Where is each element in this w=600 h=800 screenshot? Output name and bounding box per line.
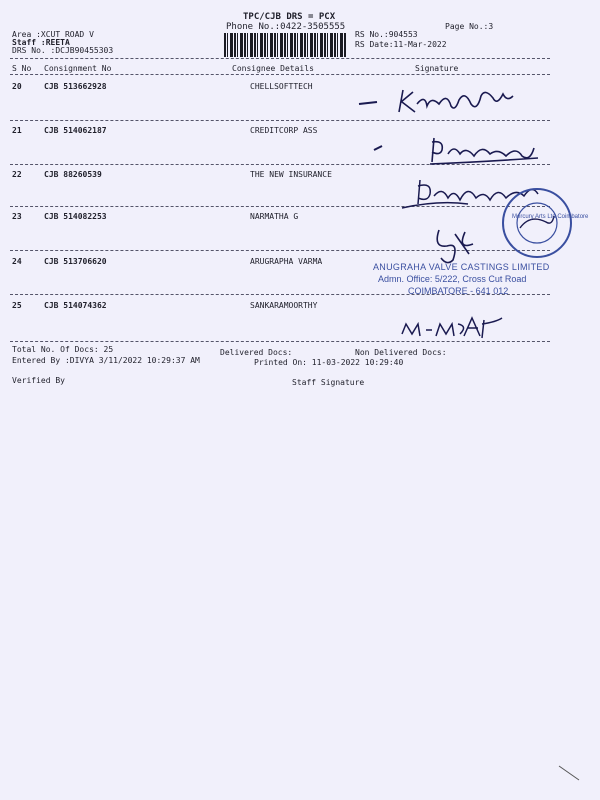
area-label: Area :XCUT ROAD V (12, 30, 94, 39)
drs-number: DRS No. :DCJB90455303 (12, 46, 114, 55)
column-header-sno: S No (12, 64, 32, 73)
divider (10, 74, 550, 75)
staff-label: Staff :REETA (12, 38, 70, 47)
row-sno: 21 (12, 126, 22, 135)
phone-number: Phone No.:0422-3505555 (226, 22, 346, 32)
column-header-consignee: Consignee Details (232, 64, 314, 73)
row-consignee: NARMATHA G (250, 212, 299, 221)
row-consignment: CJB 514074362 (44, 301, 107, 310)
company-stamp-name: ANUGRAHA VALVE CASTINGS LIMITED (373, 262, 550, 272)
page-number: Page No.:3 (445, 22, 494, 31)
scan-mark (555, 760, 595, 790)
verified-by: Verified By (12, 376, 65, 385)
column-header-signature: Signature (415, 64, 459, 73)
row-sno: 24 (12, 257, 22, 266)
rs-number: RS No.:904553 (355, 30, 418, 39)
company-stamp-address: Admn. Office: 5/222, Cross Cut Road (378, 274, 527, 284)
row-consignee: CREDITCORP ASS (250, 126, 318, 135)
signature-row-21 (370, 132, 540, 168)
row-consignee: THE NEW INSURANCE (250, 170, 332, 179)
row-consignment: CJB 514062187 (44, 126, 107, 135)
column-header-consignment: Consignment No (44, 64, 112, 73)
row-consignee: CHELLSOFTTECH (250, 82, 313, 91)
row-sno: 22 (12, 170, 22, 179)
row-sno: 25 (12, 301, 22, 310)
row-consignee: ARUGRAPHA VARMA (250, 257, 323, 266)
total-docs: Total No. Of Docs: 25 (12, 345, 114, 354)
company-stamp-city: COIMBATORE - 641 012 (408, 286, 509, 296)
row-sno: 23 (12, 212, 22, 221)
doc-title: TPC/CJB DRS = PCX (243, 12, 336, 22)
row-consignment: CJB 88260539 (44, 170, 102, 179)
staff-signature-label: Staff Signature (292, 378, 365, 387)
non-delivered-docs: Non Delivered Docs: (355, 348, 447, 357)
round-seal-text: Mercury Arts Ltd Coimbatore (512, 214, 589, 220)
divider (10, 58, 550, 59)
signature-row-25 (398, 312, 508, 342)
delivered-docs: Delivered Docs: (220, 348, 293, 357)
round-seal-stamp (500, 186, 574, 260)
signature-row-20 (355, 82, 535, 118)
row-consignment: CJB 514082253 (44, 212, 107, 221)
row-divider (10, 120, 550, 121)
row-consignee: SANKARAMOORTHY (250, 301, 318, 310)
entered-by: Entered By :DIVYA 3/11/2022 10:29:37 AM (12, 356, 200, 365)
barcode (224, 33, 346, 57)
row-consignment: CJB 513706620 (44, 257, 107, 266)
rs-date: RS Date:11-Mar-2022 (355, 40, 447, 49)
row-consignment: CJB 513662928 (44, 82, 107, 91)
row-sno: 20 (12, 82, 22, 91)
printed-on: Printed On: 11-03-2022 10:29:40 (254, 358, 404, 367)
